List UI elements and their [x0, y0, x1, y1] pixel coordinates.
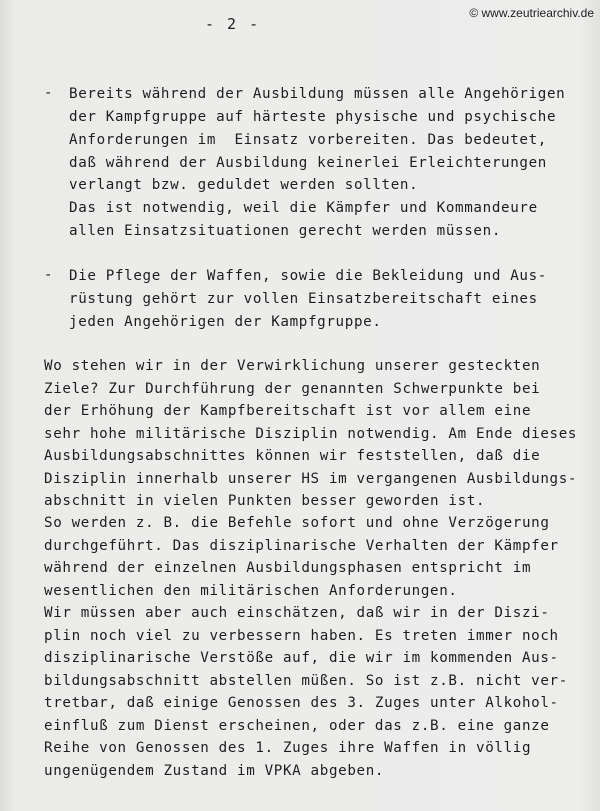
text-line: Ausbildungsabschnittes können wir feststellen, daß die	[44, 448, 541, 464]
text-line: Disziplin innerhalb unserer HS im vergangenen Ausbildungs-	[44, 471, 578, 487]
text-line: ungenügendem Zustand im VPKA abgeben.	[44, 763, 385, 779]
text-line: sehr hohe militärische Disziplin notwendig. Am Ende dieses	[44, 426, 578, 442]
text-line: tretbar, daß einige Genossen des 3. Zuges unter Alkohol-	[44, 695, 559, 711]
text-line: einfluß zum Dienst erscheinen, oder das z.B. eine ganze	[44, 718, 550, 734]
text-line: Wir müssen aber auch einschätzen, daß wir in der Diszi-	[44, 605, 550, 621]
text-line: rüstung gehört zur vollen Einsatzbereitschaft eines	[69, 291, 538, 307]
text-line: Die Pflege der Waffen, sowie die Bekleidung und Aus-	[69, 268, 547, 284]
text-line: abschnitt in vielen Punkten besser geworden ist.	[44, 493, 486, 509]
text-line: der Kampfgruppe auf härteste physische und psychische	[69, 109, 557, 125]
bullet-dash: -	[44, 267, 53, 283]
watermark: © www.zeutriearchiv.de	[469, 6, 594, 20]
text-line: während der einzelnen Ausbildungsphasen entspricht im	[44, 560, 532, 576]
text-line: verlangt bzw. geduldet werden sollten.	[69, 177, 419, 193]
text-line: daß während der Ausbildung keinerlei Erleichterungen	[69, 155, 547, 171]
text-line: allen Einsatzsituationen gerecht werden müssen.	[69, 223, 502, 239]
text-line: Das ist notwendig, weil die Kämpfer und Kommandeure	[69, 200, 538, 216]
text-line: Wo stehen wir in der Verwirklichung unserer gesteckten	[44, 358, 541, 374]
text-line: der Erhöhung der Kampfbereitschaft ist vor allem eine	[44, 403, 532, 419]
text-line: durchgeführt. Das disziplinarische Verhalten der Kämpfer	[44, 538, 559, 554]
text-line: wesentlichen den militärischen Anforderungen.	[44, 583, 458, 599]
page-number: - 2 -	[205, 15, 261, 33]
text-line: Bereits während der Ausbildung müssen alle Angehörigen	[69, 86, 566, 102]
bullet-dash: -	[44, 85, 53, 101]
text-line: plin noch viel zu verbessern haben. Es treten immer noch	[44, 628, 559, 644]
text-line: Anforderungen im Einsatz vorbereiten. Das bedeutet,	[69, 132, 547, 148]
text-line: Reihe von Genossen des 1. Zuges ihre Waffen in völlig	[44, 740, 532, 756]
text-line: disziplinarische Verstöße auf, die wir im kommenden Aus-	[44, 650, 559, 666]
text-line: bildungsabschnitt abstellen müßen. So ist z.B. nicht ver-	[44, 673, 568, 689]
text-line: jeden Angehörigen der Kampfgruppe.	[69, 314, 382, 330]
text-line: Ziele? Zur Durchführung der genannten Schwerpunkte bei	[44, 381, 541, 397]
text-line: So werden z. B. die Befehle sofort und ohne Verzögerung	[44, 515, 550, 531]
